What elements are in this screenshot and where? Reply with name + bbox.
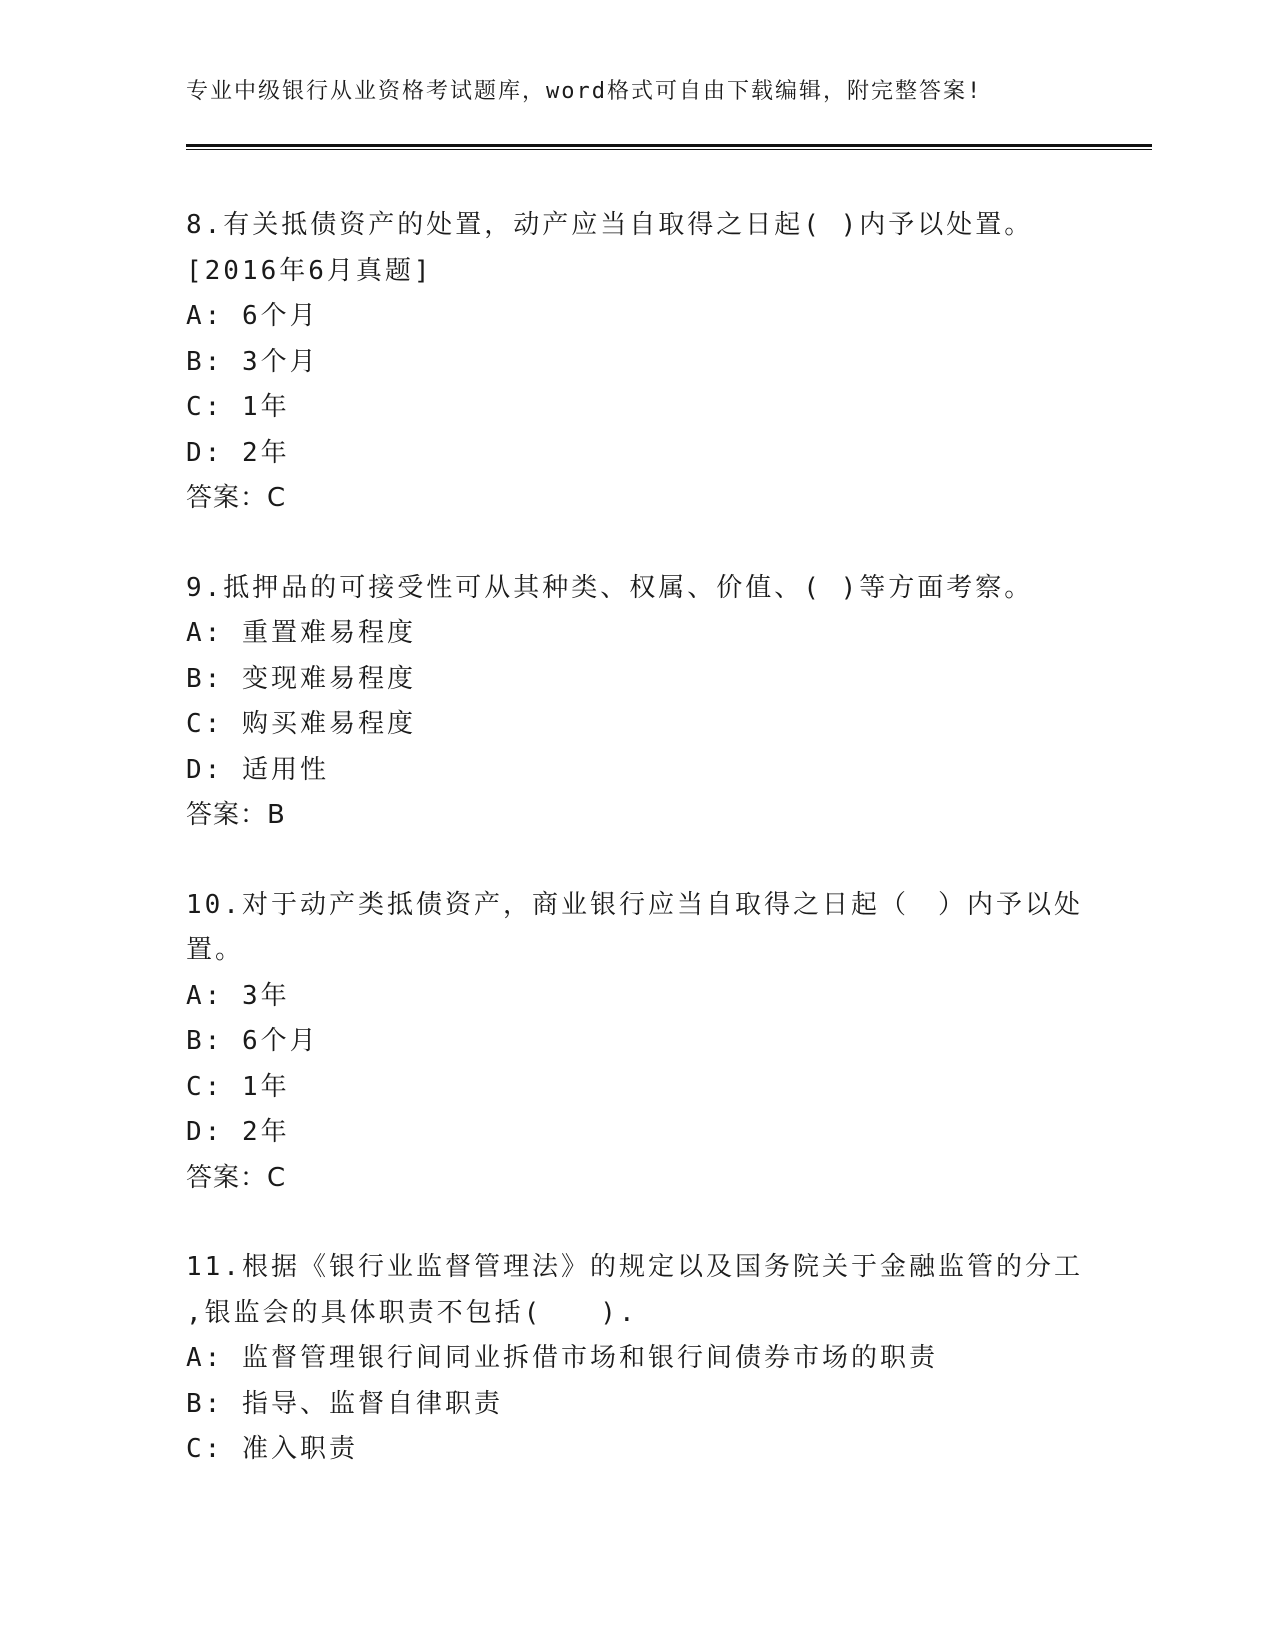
question-stem: 9.抵押品的可接受性可从其种类、权属、价值、( )等方面考察。 (186, 572, 1034, 603)
option-c: C: 1年 (186, 392, 290, 422)
question-list (186, 203, 1086, 1517)
question-9 (186, 566, 1086, 839)
question-11 (186, 1245, 1086, 1473)
option-d: D: 适用性 (186, 754, 329, 785)
option-b: B: 3个月 (186, 346, 319, 377)
option-c: C: 准入职责 (186, 1434, 358, 1464)
option-d: D: 2年 (186, 1117, 290, 1147)
answer: 答案：C (186, 483, 287, 513)
option-a: A: 监督管理银行间同业拆借市场和银行间债券市场的职责 (186, 1343, 938, 1373)
option-c: C: 1年 (186, 1071, 290, 1102)
option-a: A: 6个月 (186, 301, 319, 331)
page-header: 专业中级银行从业资格考试题库，word格式可自由下载编辑，附完整答案! (186, 79, 983, 104)
question-8 (186, 203, 1086, 522)
header-divider-thick (186, 144, 1152, 147)
header-divider-thin (186, 149, 1152, 150)
question-stem: 8.有关抵债资产的处置，动产应当自取得之日起( )内予以处置。 (186, 210, 1034, 240)
question-source: [2016年6月真题] (186, 255, 433, 286)
option-d: D: 2年 (186, 437, 290, 468)
option-b: B: 6个月 (186, 1026, 319, 1056)
option-a: A: 重置难易程度 (186, 618, 416, 648)
question-stem: 11.根据《银行业监督管理法》的规定以及国务院关于金融监管的分工 (186, 1252, 1083, 1282)
option-b: B: 变现难易程度 (186, 663, 416, 694)
question-stem-continued: 置。 (186, 935, 245, 965)
question-stem-continued: ,银监会的具体职责不包括( ). (186, 1297, 638, 1328)
answer: 答案：B (186, 800, 286, 830)
option-b: B: 指导、监督自律职责 (186, 1388, 503, 1419)
option-c: C: 购买难易程度 (186, 709, 416, 739)
option-a: A: 3年 (186, 980, 290, 1011)
question-10 (186, 883, 1086, 1202)
question-stem: 10.对于动产类抵债资产，商业银行应当自取得之日起（ ）内予以处 (186, 889, 1083, 920)
answer: 答案：C (186, 1162, 287, 1193)
